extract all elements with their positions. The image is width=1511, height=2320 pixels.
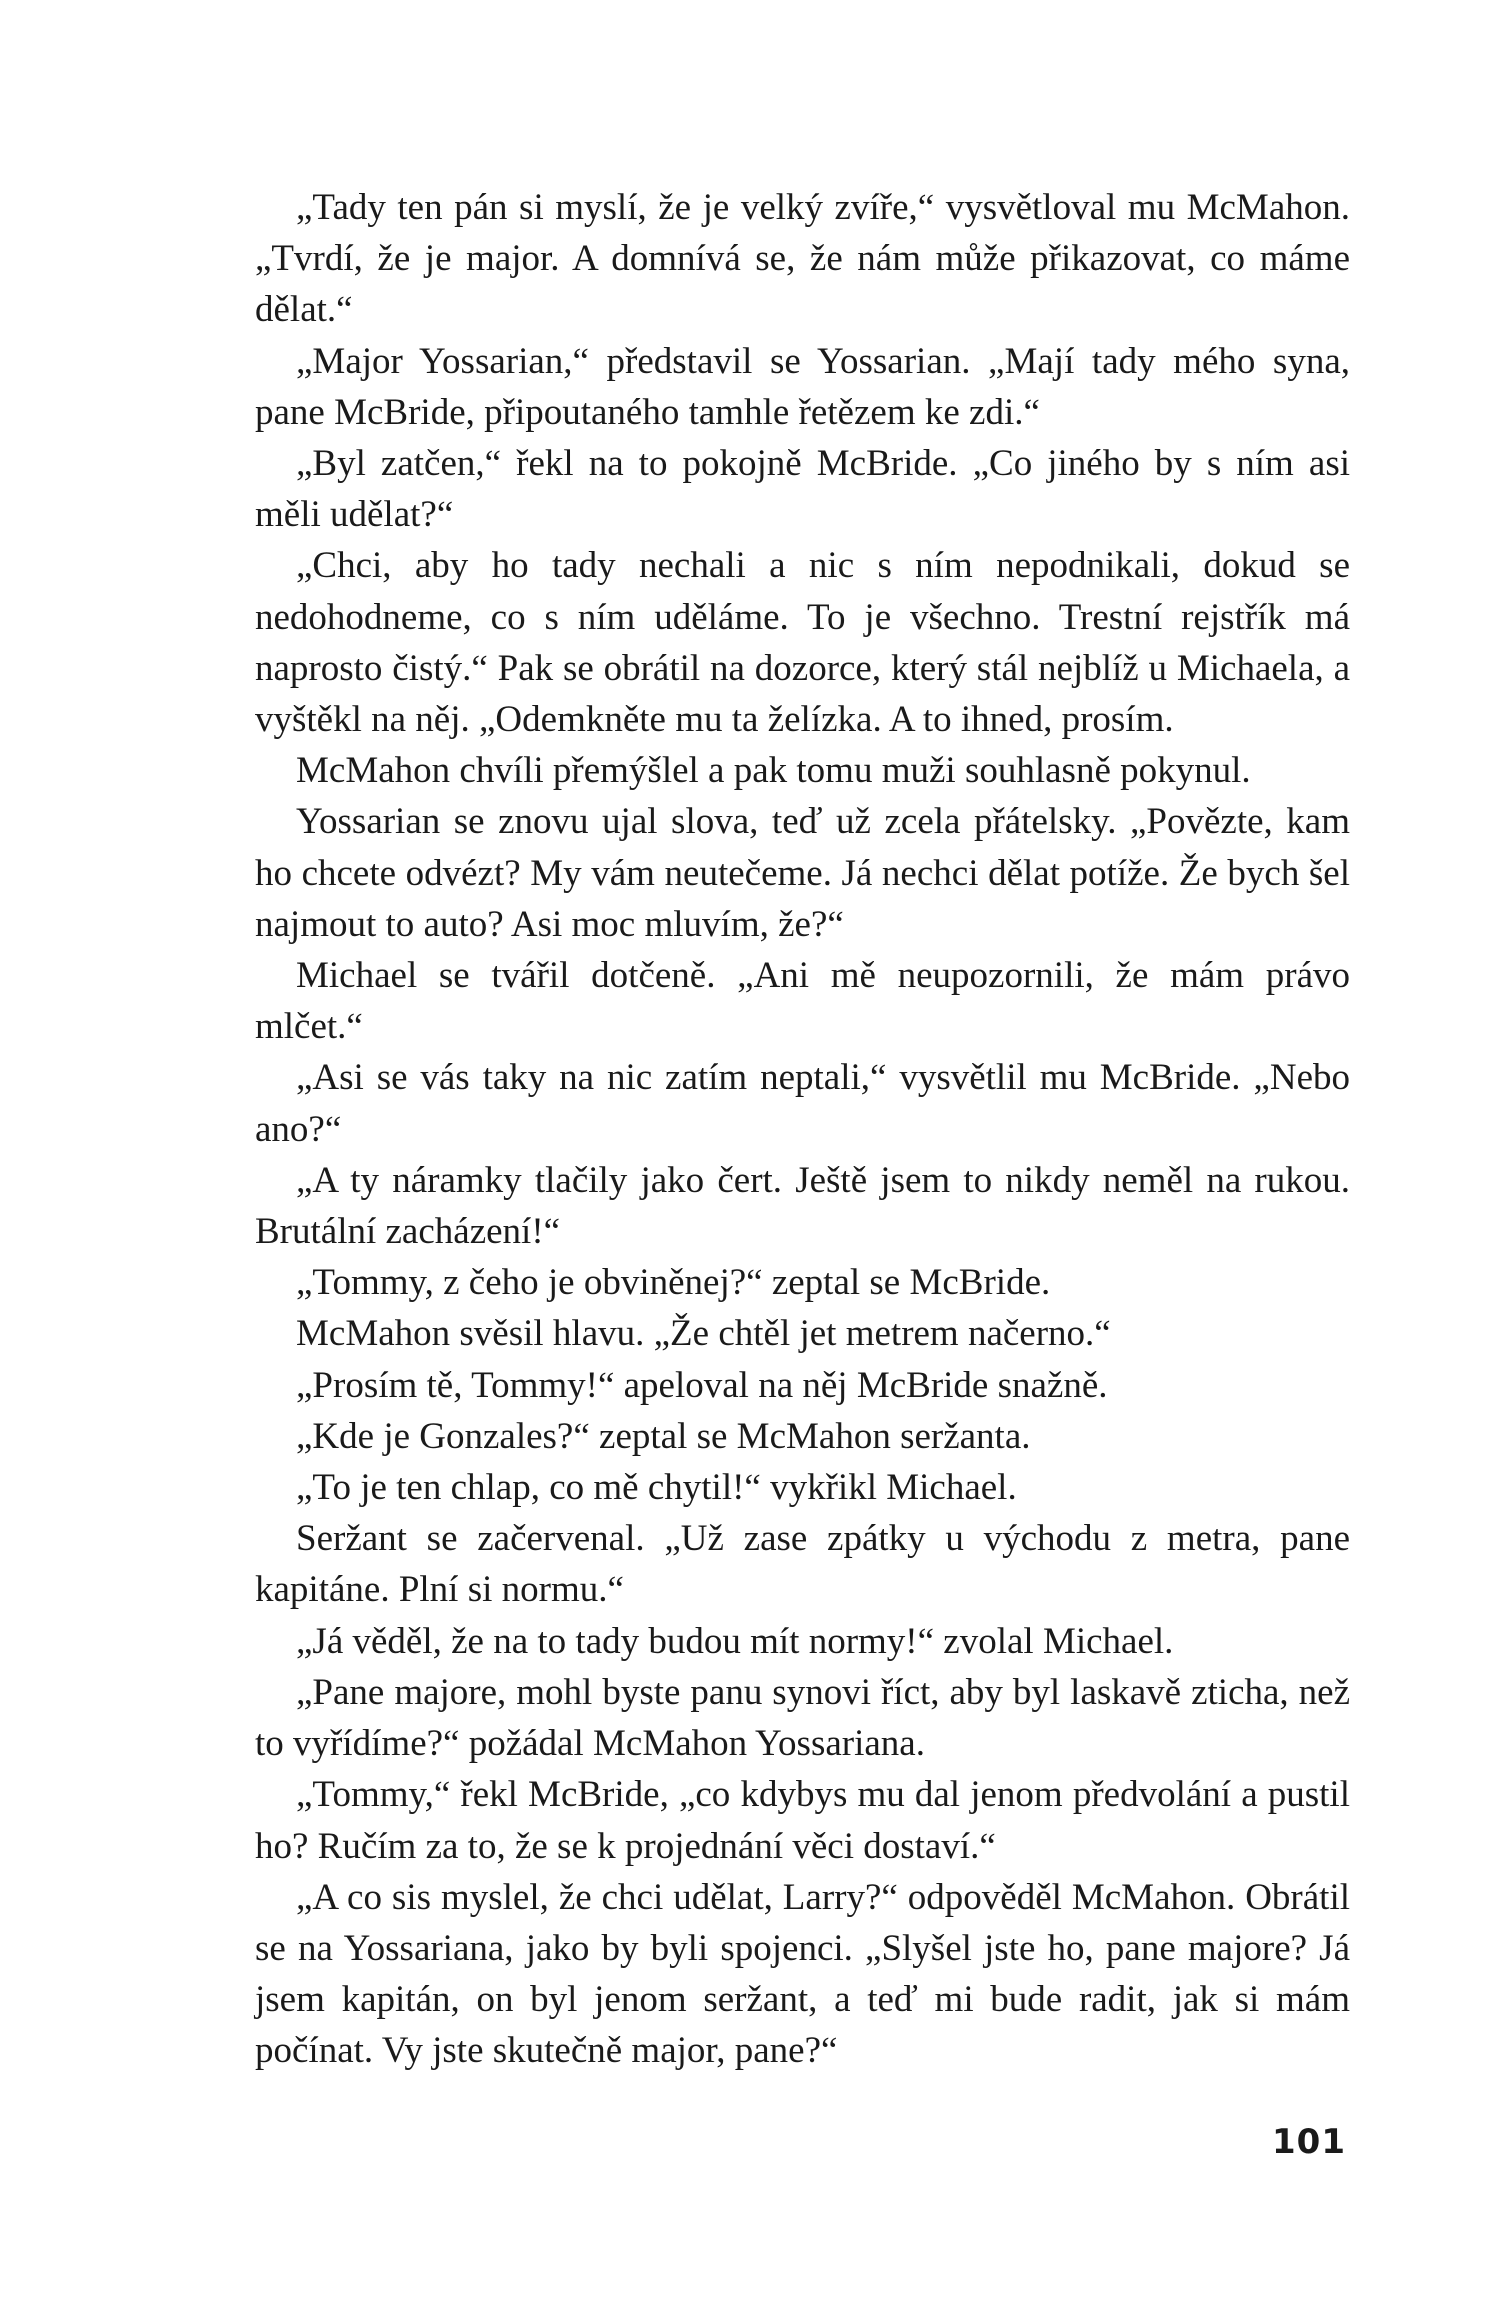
paragraph: McMahon chvíli přemýšlel a pak tomu muži souhlasně pokynul. — [296, 750, 1251, 792]
paragraph: Yossarian se znovu ujal slova, teď už zcela přátelsky. „Povězte, kam ho chcete odvézt? My vám neutečeme. Já nechci dělat potíže. Že bych šel najmout to auto? Asi moc mluvím, že?“ — [255, 801, 1350, 945]
paragraph: Seržant se začervenal. „Už zase zpátky u východu z metra, pane kapitáne. Plní si normu.“ — [255, 1518, 1350, 1611]
paragraph: „Chci, aby ho tady nechali a nic s ním nepodnikali, dokud se nedohodneme, co s ním uděláme. To je všechno. Trestní rejstřík má naprosto čistý.“ Pak se obrátil na dozorce, který stál nejblíž u Michaela, a vyštěkl na něj. „Odemkněte mu ta želízka. A to ihned, prosím. — [255, 545, 1350, 741]
paragraph: „Tommy,“ řekl McBride, „co kdybys mu dal jenom předvolání a pustil ho? Ručím za to, že se k projednání věci dostaví.“ — [255, 1774, 1350, 1867]
body-text — [255, 182, 1350, 2077]
paragraph: „A co sis myslel, že chci udělat, Larry?“ odpověděl McMahon. Obrátil se na Yossariana, jako by byli spojenci. „Slyšel jste ho, pane majore? Já jsem kapitán, on byl jenom seržant, a teď mi bude radit, jak si mám počínat. Vy jste skutečně major, pane?“ — [255, 1876, 1350, 2072]
paragraph: „Prosím tě, Tommy!“ apeloval na něj McBride snažně. — [296, 1364, 1108, 1406]
paragraph: „Major Yossarian,“ představil se Yossarian. „Mají tady mého syna, pane McBride, připoutaného tamhle řetězem ke zdi.“ — [255, 340, 1350, 433]
paragraph: „Byl zatčen,“ řekl na to pokojně McBride. „Co jiného by s ním asi měli udělat?“ — [255, 443, 1350, 536]
paragraph: „Tommy, z čeho je obviněnej?“ zeptal se McBride. — [296, 1262, 1051, 1304]
paragraph: „Asi se vás taky na nic zatím neptali,“ vysvětlil mu McBride. „Nebo ano?“ — [255, 1057, 1350, 1150]
paragraph: „To je ten chlap, co mě chytil!“ vykřikl Michael. — [296, 1467, 1017, 1509]
paragraph: „A ty náramky tlačily jako čert. Ještě jsem to nikdy neměl na rukou. Brutální zacházení!“ — [255, 1159, 1350, 1253]
paragraph: „Kde je Gonzales?“ zeptal se McMahon seržanta. — [296, 1415, 1031, 1457]
page-number: 101 — [1272, 2122, 1346, 2162]
paragraph: „Já věděl, že na to tady budou mít normy!“ zvolal Michael. — [296, 1620, 1174, 1662]
paragraph: „Pane majore, mohl byste panu synovi říct, aby byl laskavě zticha, než to vyřídíme?“ požádal McMahon Yossariana. — [255, 1671, 1350, 1765]
paragraph: McMahon svěsil hlavu. „Že chtěl jet metrem načerno.“ — [296, 1313, 1111, 1355]
paragraph: „Tady ten pán si myslí, že je velký zvíře,“ vysvětloval mu McMahon. „Tvrdí, že je major. A domnívá se, že nám může přikazovat, co máme dělat.“ — [255, 187, 1350, 331]
paragraph: Michael se tvářil dotčeně. „Ani mě neupozornili, že mám právo mlčet.“ — [255, 955, 1350, 1048]
